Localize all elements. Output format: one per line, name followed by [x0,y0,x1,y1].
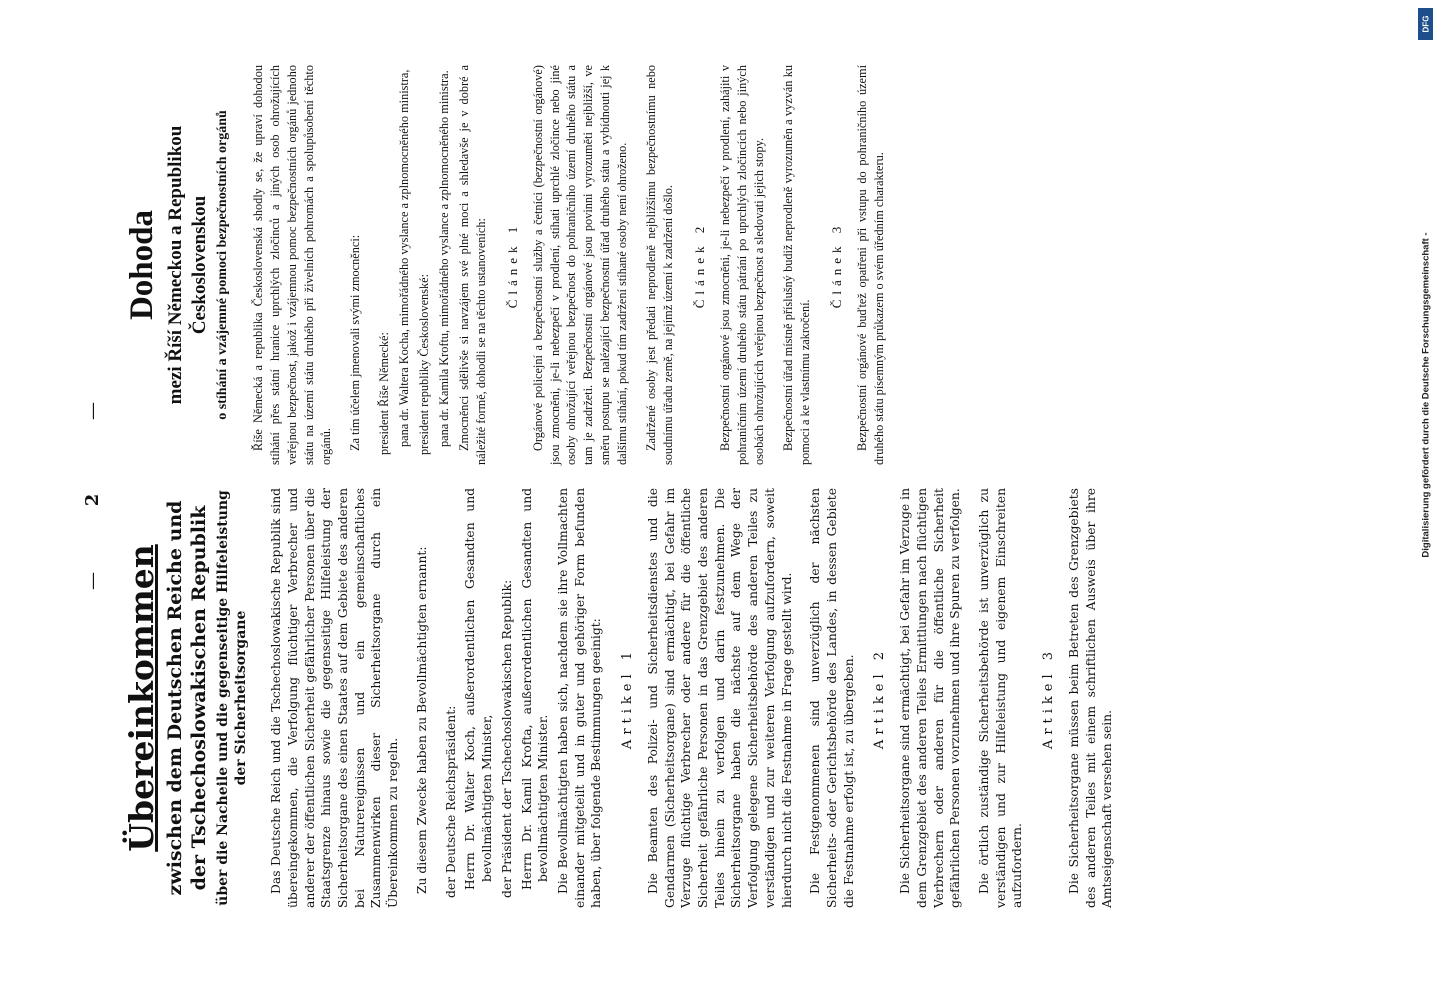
german-cz-president: der Präsident der Tschechoslowakischen Republik: [499,579,514,898]
dfg-logo [1418,8,1433,40]
czech-agreement: Zmocněnci sdělivše si navzájem své plné moci a shledavše je v dobré a náležité formě, dohodli se na těchto ustanoveních: [456,65,488,465]
german-article-3-para-1: Die Sicherheitsorgane müssen beim Betreten des Grenzgebiets des anderen Teiles mit einem schriftlichen Ausweis über ihre Amtseigenschaft versehen sein. [1066,488,1115,908]
german-article-1-para-1: Die Beamten des Polizei- und Sicherheitsdienstes und die Gendarmen (Sicherheitsorgane) sind ermächtigt, bei Gefahr im Verzuge flüchtige Verbrecher oder andere für die öffentliche Sicherheit gefährliche Personen in das Grenzgebiet des anderen Teiles hinein zu verfolgen und darin festzunehmen. Die Sicherheitsorgane haben die nächste auf dem Wege der Verfolgung gelegene Sicherheitsbehörde des anderen Teiles zu verständigen und zur weiteren Verfolgung aufzufordern, soweit hierdurch nicht die Festnahme in Frage gestellt wird. [645,488,794,908]
german-article-3-heading: Artikel 3 [1041,646,1057,750]
german-de-delegate: Herrn Dr. Walter Koch, außerordentlichen Gesandten und bevollmächtigten Minister, [463,488,495,890]
german-de-president: der Deutsche Reichspräsident: [443,705,458,898]
czech-plenipotentiaries-intro: Za tím účelem jmenovali svými zmocněnci: [347,234,362,451]
german-plenipotentiaries-intro: Zu diesem Zwecke haben zu Bevollmächtigten ernannt: [414,546,429,894]
czech-cz-president: president republiky Československé: [416,273,431,455]
czech-article-1-heading: Článek 1 [504,221,520,309]
czech-intro: Říše Německá a republika Československá shodly se, že upraví dohodou stíhání přes státní hranice uprchlých zločinců a jiných osob ohrožujících veřejnou bezpečnost, jakož i vzájemnou pomoc bezpečnostních orgánů jednoho státu na území státu druhého při živelních pohromách a spolupůsobení těchto orgánů. [250,65,333,465]
czech-title: Dohoda [124,209,160,321]
german-article-2-para-2: Die örtlich zuständige Sicherheitsbehörde ist unverzüglich zu verständigen und zur Hilfeleistung und eigenem Einschreiten aufzufordern. [976,488,1025,908]
czech-de-delegate: pana dr. Waltera Kocha, mimořádného vyslance a zplnomocněného ministra, [396,69,411,447]
czech-de-president: president Říše Německé: [376,332,391,455]
czech-subtitle: mezi Říší Německou a Republikou Československou [165,125,211,405]
czech-column [116,65,900,465]
german-agreement: Die Bevollmächtigten haben sich, nachdem sie ihre Vollmachten einander mitgeteilt und in guter und gehöriger Form befunden haben, über folgende Bestimmungen geeinigt: [555,488,604,908]
german-cz-delegate: Herrn Dr. Kamil Krofta, außerordentlichen Gesandten und bevollmächtigten Minister. [519,488,551,890]
czech-article-1-para-1: Orgánové policejní a bezpečnostní služby a četníci (bezpečnostní orgánové) jsou zmocněni, je-li nebezpečí v prodlení, stíhati uprchlé zločince nebo jiné osoby ohrožující veřejnou bezpečnost do pohraničního území druhého státu a tam je zadržeti. Bezpečnostní orgánové jsou povinni vyrozuměti nejbližší, ve směru postupu se nalézající bezpečnostní úřad druhého státu a vybídnouti jej k dalšímu stíhání, pokud tím zadržení stíhané osoby není ohroženo. [530,65,630,465]
dfg-credit-text: Digitalisierung gefördert durch die Deutsche Forschungsgemeinschaft - [1420,232,1432,558]
czech-article-3-heading: Článek 3 [829,221,845,309]
czech-cz-delegate: pana dr. Kamila Kroftu, mimořádného vyslance a zplnomocněného ministra. [436,70,451,447]
german-intro: Das Deutsche Reich und die Tschechoslowakische Republik sind übereingekommen, die Verfolgung flüchtiger Verbrecher und anderer der öffentlichen Sicherheit gefährlicher Personen über die Staatsgrenze hinaus sowie die gegenseitige Hilfeleistung der Sicherheitsorgane des einen Staates auf dem Gebiete des anderen bei Naturereignissen und ein gemeinschaftliches Zusammenwirken dieser Sicherheitsorgane durch ein Übereinkommen zu regeln. [269,488,401,908]
page-number: 2 [82,493,103,507]
german-article-2-heading: Artikel 2 [872,646,888,750]
german-article-1-heading: Artikel 1 [620,646,636,750]
german-subtitle: zwischen dem Deutschen Reiche und der Tschechoslowakischen Republik [164,500,211,896]
german-subtitle-2: über die Nacheile und die gegenseitige Hilfeleistung der Sicherheitsorgane [214,490,249,906]
czech-article-2-para-2: Bezpečnostní úřad místně příslušný budiž neprodleně vyrozuměn a vyzván ku pomoci a ke vlastnímu zakročení. [781,65,813,465]
german-column [116,488,1128,908]
dfg-logo-text: DFG [1421,15,1430,33]
czech-article-1-para-2: Zadržené osoby jest předati neprodleně nejbližšímu bezpečnostnímu nebo soudnímu úřadu země, na jejímž území k zadržení došlo. [644,65,676,465]
german-article-2-para-1: Die Sicherheitsorgane sind ermächtigt, bei Gefahr im Verzuge in dem Grenzgebiet des anderen Teiles Ermittlungen nach flüchtigen Verbrechern oder anderen für die öffentliche Sicherheit gefährlichen Personen vorzunehmen und ihre Spuren zu verfolgen. [898,488,963,908]
page-dash-left: — [82,572,103,590]
page-dash-right: — [82,402,103,420]
czech-subtitle-2: o stíhání a vzájemné pomoci bezpečnostních orgánů [214,110,230,420]
german-title: Übereinkommen [122,544,161,852]
czech-article-2-heading: Článek 2 [692,221,708,309]
czech-article-3-para-1: Bezpečnostní orgánové buďtež opatřeni při vstupu do pohraničního území druhého státu písemným průkazem o svém úředním charakteru. [855,65,886,465]
german-article-1-para-2: Die Festgenommenen sind unverzüglich der nächsten Sicherheits- oder Gerichtsbehörde des Landes, in dessen Gebiete die Festnahme erfolgt ist, zu übergeben. [808,488,856,908]
czech-article-2-para-1: Bezpečnostní orgánové jsou zmocněni, je-li nebezpečí v prodlení, zahájiti v pohraničním území druhého státu pátrání po uprchlých zločincích nebo jiných osobách ohrožujících veřejnou bezpečnost a sledovati jejich stopy. [718,65,767,465]
